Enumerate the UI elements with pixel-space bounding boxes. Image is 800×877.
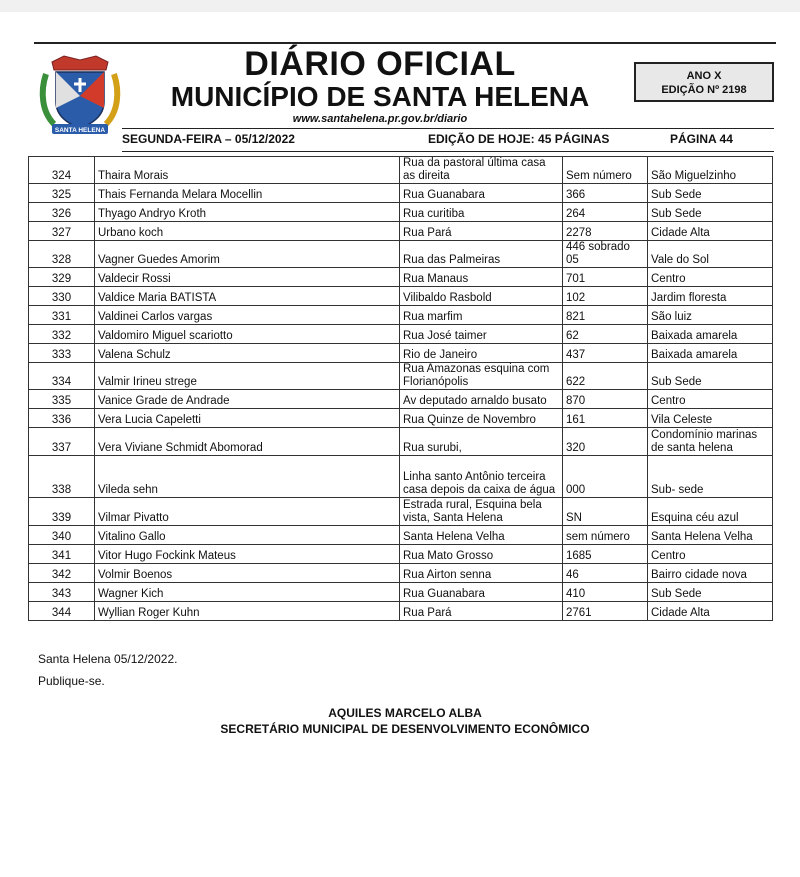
street-address: Rua Mato Grosso [400,545,563,564]
table-row [29,498,773,526]
street-address: Rua da pastoral última casa as direita [400,157,563,184]
person-name: Valena Schulz [95,344,400,363]
neighborhood: Baixada amarela [648,325,773,344]
table-row [29,583,773,602]
row-number: 324 [29,157,95,184]
row-number: 329 [29,268,95,287]
house-number: 821 [563,306,648,325]
street-address: Rua Airton senna [400,564,563,583]
neighborhood: Centro [648,390,773,409]
person-name: Wagner Kich [95,583,400,602]
house-number: Sem número [563,157,648,184]
row-number: 341 [29,545,95,564]
person-name: Volmir Boenos [95,564,400,583]
row-number: 342 [29,564,95,583]
table-row [29,268,773,287]
neighborhood: Sub Sede [648,363,773,390]
row-number: 338 [29,456,95,498]
table-row [29,287,773,306]
row-number: 332 [29,325,95,344]
row-number: 336 [29,409,95,428]
person-name: Vilmar Pivatto [95,498,400,526]
table-row [29,564,773,583]
table-body [29,157,773,621]
house-number: 000 [563,456,648,498]
person-name: Valdice Maria BATISTA [95,287,400,306]
house-number: 446 sobrado 05 [563,241,648,268]
row-number: 330 [29,287,95,306]
edition-year: ANO X [686,70,722,82]
person-name: Urbano koch [95,222,400,241]
neighborhood: Vale do Sol [648,241,773,268]
table-row [29,241,773,268]
edition-number: EDIÇÃO Nº 2198 [661,84,747,96]
crest-text: SANTA HELENA [54,127,106,134]
house-number: sem número [563,526,648,545]
house-number: 161 [563,409,648,428]
house-number: 62 [563,325,648,344]
person-name: Valdomiro Miguel scariotto [95,325,400,344]
table-row [29,390,773,409]
house-number: 102 [563,287,648,306]
street-address: Rua Guanabara [400,184,563,203]
street-address: Santa Helena Velha [400,526,563,545]
row-number: 327 [29,222,95,241]
house-number: 870 [563,390,648,409]
place-date: Santa Helena 05/12/2022. [38,652,178,666]
neighborhood: Sub Sede [648,583,773,602]
row-number: 339 [29,498,95,526]
issue-page-count: EDIÇÃO DE HOJE: 45 PÁGINAS [428,132,610,146]
neighborhood: Vila Celeste [648,409,773,428]
issue-date: SEGUNDA-FEIRA – 05/12/2022 [122,132,295,146]
edition-box [634,62,774,102]
person-name: Thaira Morais [95,157,400,184]
house-number: 2278 [563,222,648,241]
newspaper-title: DIÁRIO OFICIAL [244,45,516,83]
top-strip [0,0,800,12]
signer-name: AQUILES MARCELO ALBA [328,706,482,720]
table-row [29,428,773,456]
neighborhood: Sub- sede [648,456,773,498]
row-number: 331 [29,306,95,325]
street-address: Rua surubi, [400,428,563,456]
street-address: Rua curitiba [400,203,563,222]
person-name: Vanice Grade de Andrade [95,390,400,409]
row-number: 335 [29,390,95,409]
table-row [29,456,773,498]
neighborhood: Baixada amarela [648,344,773,363]
street-address: Rio de Janeiro [400,344,563,363]
row-number: 344 [29,602,95,621]
neighborhood: Sub Sede [648,184,773,203]
house-number: 1685 [563,545,648,564]
row-number: 340 [29,526,95,545]
person-name: Vera Lucia Capeletti [95,409,400,428]
neighborhood: Sub Sede [648,203,773,222]
table-row [29,306,773,325]
row-number: 328 [29,241,95,268]
neighborhood: Centro [648,268,773,287]
house-number: 701 [563,268,648,287]
municipality-name: MUNICÍPIO DE SANTA HELENA [170,81,590,112]
table-row [29,325,773,344]
house-number: 320 [563,428,648,456]
person-name: Thyago Andryo Kroth [95,203,400,222]
neighborhood: Cidade Alta [648,222,773,241]
neighborhood: Jardim floresta [648,287,773,306]
table-row [29,203,773,222]
house-number: 622 [563,363,648,390]
municipal-crest-icon [38,52,122,140]
person-name: Valdinei Carlos vargas [95,306,400,325]
row-number: 333 [29,344,95,363]
row-number: 337 [29,428,95,456]
table-row [29,157,773,184]
street-address: Av deputado arnaldo busato [400,390,563,409]
house-number: 437 [563,344,648,363]
street-address: Rua Pará [400,602,563,621]
person-name: Vileda sehn [95,456,400,498]
table-row [29,222,773,241]
row-number: 343 [29,583,95,602]
street-address: Rua marfim [400,306,563,325]
person-name: Thais Fernanda Melara Mocellin [95,184,400,203]
publish-note: Publique-se. [38,674,105,688]
person-name: Vera Viviane Schmidt Abomorad [95,428,400,456]
house-number: 2761 [563,602,648,621]
table-row [29,344,773,363]
neighborhood: Cidade Alta [648,602,773,621]
neighborhood: Santa Helena Velha [648,526,773,545]
person-name: Wyllian Roger Kuhn [95,602,400,621]
issue-info-bar [122,128,774,152]
person-name: Valmir Irineu strege [95,363,400,390]
person-name: Vagner Guedes Amorim [95,241,400,268]
row-number: 325 [29,184,95,203]
neighborhood: Centro [648,545,773,564]
table-row [29,363,773,390]
street-address: Vilibaldo Rasbold [400,287,563,306]
house-number: 410 [563,583,648,602]
house-number: 46 [563,564,648,583]
neighborhood: São luiz [648,306,773,325]
table-row [29,545,773,564]
street-address: Rua das Palmeiras [400,241,563,268]
street-address: Rua Amazonas esquina com Florianópolis [400,363,563,390]
neighborhood: São Miguelzinho [648,157,773,184]
street-address: Rua Quinze de Novembro [400,409,563,428]
street-address: Rua Pará [400,222,563,241]
signer-role: SECRETÁRIO MUNICIPAL DE DESENVOLVIMENTO ECONÔMICO [220,722,590,736]
house-number: 264 [563,203,648,222]
person-name: Valdecir Rossi [95,268,400,287]
table-row [29,602,773,621]
neighborhood: Bairro cidade nova [648,564,773,583]
person-name: Vitor Hugo Fockink Mateus [95,545,400,564]
table-row [29,184,773,203]
house-number: 366 [563,184,648,203]
person-name: Vitalino Gallo [95,526,400,545]
page-number: PÁGINA 44 [670,132,733,146]
website-link[interactable]: www.santahelena.pr.gov.br/diario [292,113,468,125]
street-address: Linha santo Antônio terceira casa depois da caixa de água [400,456,563,498]
street-address: Rua Guanabara [400,583,563,602]
table-row [29,409,773,428]
neighborhood: Esquina céu azul [648,498,773,526]
neighborhood: Condomínio marinas de santa helena [648,428,773,456]
beneficiary-table [28,156,773,621]
house-number: SN [563,498,648,526]
table-row [29,526,773,545]
street-address: Rua José taimer [400,325,563,344]
row-number: 326 [29,203,95,222]
street-address: Estrada rural, Esquina bela vista, Santa Helena [400,498,563,526]
row-number: 334 [29,363,95,390]
street-address: Rua Manaus [400,268,563,287]
